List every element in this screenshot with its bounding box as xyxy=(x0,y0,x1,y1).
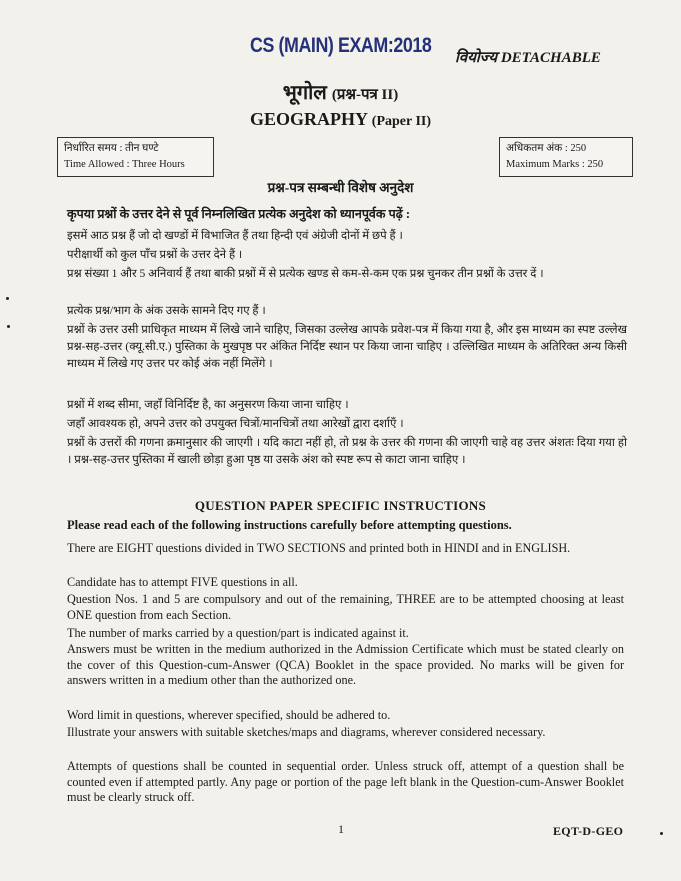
english-instruction-3: Question Nos. 1 and 5 are compulsory and out of the remaining, THREE are to be attempted choosing at least ONE question from each Section. xyxy=(67,592,624,622)
detachable-english: DETACHABLE xyxy=(500,50,601,66)
subject-title-hindi xyxy=(0,78,681,105)
hindi-instructions-lead: कृपया प्रश्नों के उत्तर देने से पूर्व निम्नलिखित प्रत्येक अनुदेश को ध्यानपूर्वक पढ़ें : xyxy=(67,207,411,221)
english-instruction-4: The number of marks carried by a question/part is indicated against it. xyxy=(67,626,409,640)
detachable-label xyxy=(455,47,601,67)
time-allowed-box xyxy=(57,137,214,177)
subject-title-english xyxy=(0,109,681,130)
page-number: 1 xyxy=(338,822,344,836)
hindi-instruction-5: प्रश्नों के उत्तर उसी प्राधिकृत माध्यम में लिखे जाने चाहिए, जिसका उल्लेख आपके प्रवेश-पत्र में किया गया है, और इस माध्यम का स्पष्ट उल्लेख प्रश्न-सह-उत्तर (क्यू.सी.ए.) पुस्तिका के मुखपृष्ठ पर अंकित निर्दिष्ट स्थान पर किया जाना चाहिए । उल्लिखित माध्यम के अतिरिक्त अन्य किसी माध्यम में लिखे गए उत्तर पर कोई अंक नहीं मिलेंगे । xyxy=(67,324,627,370)
hindi-instructions-heading: प्रश्न-पत्र सम्बन्धी विशेष अनुदेश xyxy=(267,180,414,195)
paper-code: EQT-D-GEO xyxy=(553,824,624,838)
detachable-hindi: वियोज्य xyxy=(455,50,498,66)
paper-hindi: (प्रश्न-पत्र II) xyxy=(331,87,399,103)
english-instructions-heading: QUESTION PAPER SPECIFIC INSTRUCTIONS xyxy=(194,498,487,513)
english-instruction-6: Word limit in questions, wherever specified, should be adhered to. xyxy=(67,708,391,722)
maximum-marks-hindi: अधिकतम अंक : 250 xyxy=(506,143,587,154)
subject-english: GEOGRAPHY xyxy=(249,109,368,129)
hindi-instruction-3: प्रश्न संख्या 1 और 5 अनिवार्य हैं तथा बाकी प्रश्नों में से प्रत्येक खण्ड से कम-से-कम एक प्रश्न चुनकर तीन प्रश्नों के उत्तर दें । xyxy=(67,268,544,280)
exam-title: CS (MAIN) EXAM:2018 xyxy=(250,34,432,57)
margin-mark xyxy=(6,297,9,300)
hindi-instruction-6: प्रश्नों में शब्द सीमा, जहाँ विनिर्दिष्ट है, का अनुसरण किया जाना चाहिए । xyxy=(67,399,349,411)
subject-hindi: भूगोल xyxy=(282,82,327,104)
english-instruction-2: Candidate has to attempt FIVE questions in all. xyxy=(67,575,298,589)
english-instruction-7: Illustrate your answers with suitable sketches/maps and diagrams, wherever considered necessary. xyxy=(67,725,546,739)
english-instruction-5: Answers must be written in the medium authorized in the Admission Certificate which must be stated clearly on the cover of this Question-cum-Answer (QCA) Booklet in the space provided. No marks will be given for answers written in a medium other than the authorized one. xyxy=(67,642,624,687)
margin-mark xyxy=(660,832,663,835)
maximum-marks-box xyxy=(499,137,633,177)
hindi-instruction-1: इसमें आठ प्रश्न हैं जो दो खण्डों में विभाजित हैं तथा हिन्दी एवं अंग्रेजी दोनों में छपे हैं । xyxy=(67,230,403,242)
english-instruction-8: Attempts of questions shall be counted in sequential order. Unless struck off, attempt of a question shall be counted even if attempted partly. Any page or portion of the page left blank in the Question-cum-Answer Booklet must be clearly struck off. xyxy=(67,759,624,804)
hindi-instruction-7: जहाँ आवश्यक हो, अपने उत्तर को उपयुक्त चित्रों/मानचित्रों तथा आरेखों द्वारा दर्शाएँ । xyxy=(67,418,404,430)
maximum-marks-english: Maximum Marks : 250 xyxy=(506,159,604,170)
margin-mark xyxy=(7,325,10,328)
english-instructions-lead: Please read each of the following instructions carefully before attempting questions. xyxy=(67,518,512,532)
hindi-instruction-8: प्रश्नों के उत्तरों की गणना क्रमानुसार की जाएगी । यदि काटा नहीं हो, तो प्रश्न के उत्तर की गणना की जाएगी चाहे वह उत्तर अंशतः दिया गया हो । प्रश्न-सह-उत्तर पुस्तिका में खाली छोड़ा हुआ पृष्ठ या उसके अंश को स्पष्ट रूप से काटा जाना चाहिए । xyxy=(67,437,627,466)
time-allowed-english: Time Allowed : Three Hours xyxy=(64,159,185,170)
time-allowed-hindi: निर्धारित समय : तीन घण्टे xyxy=(64,143,159,154)
hindi-instruction-4: प्रत्येक प्रश्न/भाग के अंक उसके सामने दिए गए हैं । xyxy=(67,305,266,317)
english-instruction-1: There are EIGHT questions divided in TWO SECTIONS and printed both in HINDI and in ENGLISH. xyxy=(67,541,571,555)
paper-english: (Paper II) xyxy=(371,114,432,129)
hindi-instruction-2: परीक्षार्थी को कुल पाँच प्रश्नों के उत्तर देने हैं । xyxy=(67,249,243,261)
